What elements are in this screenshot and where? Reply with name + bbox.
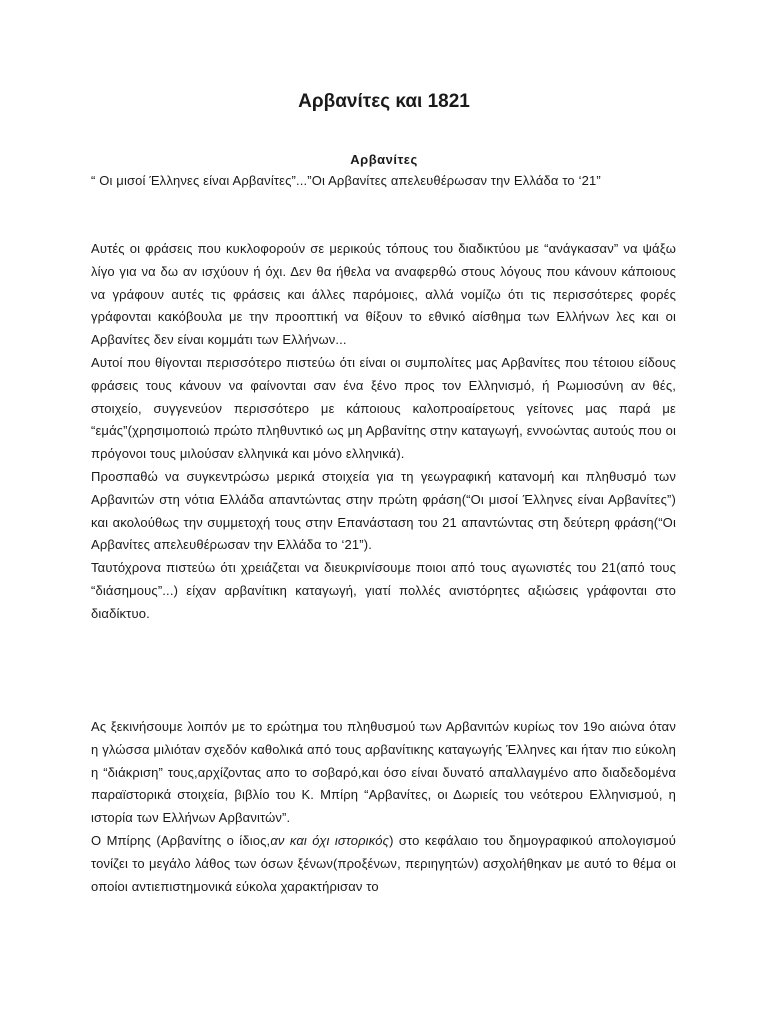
paragraph-6-italic: αν και όχι ιστορικός xyxy=(270,832,390,848)
paragraph-6-rest: ) στο κεφάλαιο του δημογραφικού απολογισμού τονίζει το μεγάλο λάθος των όσων ξένων(προξένων, περιηγητών) ασχολήθηκαν με αυτό το θέμα οι οποίοι αντιεπιστημονικά εύκολα χαρακτήρισαν το xyxy=(91,832,677,894)
paragraph-3: Προσπαθώ να συγκεντρώσω μερικά στοιχεία για τη γεωγραφική κατανομή και πληθυσμό των Αρβανιτών στη νότια Ελλάδα απαντώντας στην πρώτη φράση(“Οι μισοί Έλληνες είναι Αρβανίτες”) και ακολούθως την συμμετοχή τους στην Επανάσταση του 21 απαντώντας στη δεύτερη φράση(“Οι Αρβανίτες απελευθέρωσαν την Ελλάδα το ‘21”). xyxy=(91,468,676,553)
body-block-main xyxy=(91,238,676,626)
paragraph-1: Αυτές οι φράσεις που κυκλοφορούν σε μερικούς τόπους του διαδικτύου με “ανάγκασαν” να ψάξω λίγο για να δω αν ισχύουν ή όχι. Δεν θα ήθελα να αναφερθώ στους λόγους που κάνουν κάποιους να γράφουν αυτές τις φράσεις και άλλες παρόμοιες, αλλά νομίζω ότι τις περισσότερες φορές γράφονται κακόβουλα με την προοπτική να θίξουν το εθνικό αίσθημα των Ελλήνων λες και οι Αρβανίτες δεν είναι κομμάτι των Ελλήνων... xyxy=(91,241,676,348)
intro-quote: “ Οι μισοί Έλληνες είναι Αρβανίτες”...”Οι Αρβανίτες απελευθέρωσαν την Ελλάδα το ‘21” xyxy=(91,173,601,188)
paragraph-2: Αυτοί που θίγονται περισσότερο πιστεύω ότι είναι οι συμπολίτες μας Αρβανίτες που τέτοιου είδους φράσεις τους κάνουν να φαίνονται σαν ένα ξένο προς τον Ελληνισμό, ή Ρωμιοσύνη αν θές, στοιχείο, συγγενεύον περισσότερο με κάποιους καλοπροαίρετους γείτονες μας παρά με “εμάς”(χρησιμοποιώ πρώτο πληθυντικό ως μη Αρβανίτης στην καταγωγή, εννοώντας αυτούς που οι πρόγονοι τους μιλούσαν ελληνικά και μόνο ελληνικά). xyxy=(91,354,676,462)
section-heading: Αρβανίτες xyxy=(350,152,418,167)
paragraph-6-start: Ο Μπίρης (Αρβανίτης ο ίδιος, xyxy=(91,832,271,848)
paragraph-4: Ταυτόχρονα πιστεύω ότι χρειάζεται να διευκρινίσουμε ποιοι από τους αγωνιστές του 21(από τους “διάσημους”...) είχαν αρβανίτικη καταγωγή, γιατί πολλές ανιστόρητες αξιώσεις γράφονται στο διαδίκτυο. xyxy=(91,560,676,621)
body-block-population xyxy=(91,716,676,898)
intro-block xyxy=(91,170,676,193)
document-title: Αρβανίτες και 1821 xyxy=(298,91,470,112)
paragraph-5: Ας ξεκινήσουμε λοιπόν με το ερώτημα του πληθυσμού των Αρβανιτών κυρίως τον 19ο αιώνα όταν η γλώσσα μιλιόταν σχεδόν καθολικά από τους αρβανίτικης καταγωγής Έλληνες και ήταν πιο εύκολη η “διάκριση” τους,αρχίζοντας απο το σοβαρό,και όσο είναι δυνατό απαλλαγμένο απο διαδεδομένα παραϊστορικά στοιχεία, βιβλίο του Κ. Μπίρη “Αρβανίτες, οι Δωριείς του νεότερου Ελληνισμού, η ιστορία των Ελλήνων Αρβανιτών”. xyxy=(91,719,676,826)
paragraph-6 xyxy=(91,830,676,898)
